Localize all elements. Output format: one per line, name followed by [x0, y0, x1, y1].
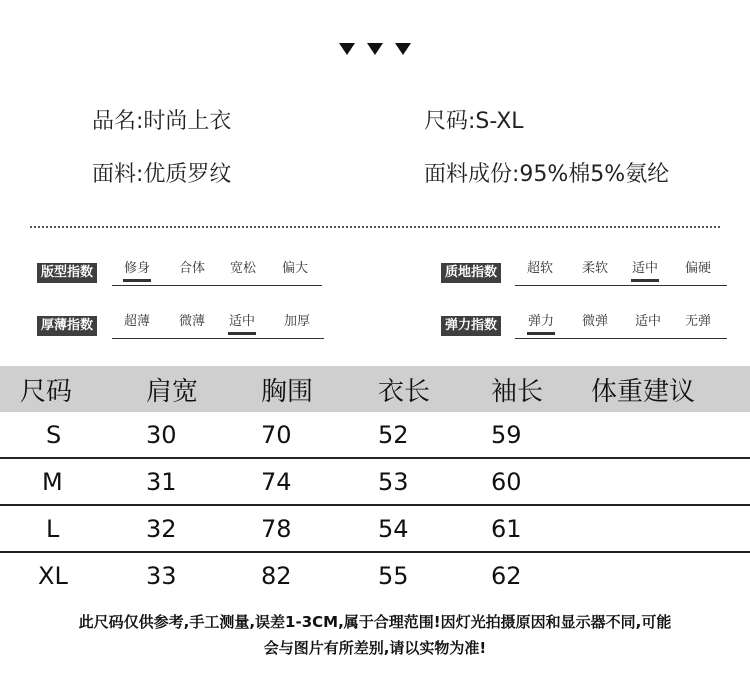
shoulder-cell: 33 [146, 561, 177, 590]
size-cell: S [0, 412, 146, 458]
shoulder-cell: 31 [146, 458, 261, 505]
header-sleeve: 袖长 [491, 366, 591, 412]
size-chart-table [0, 366, 750, 598]
texture-index-label: 质地指数 [441, 263, 501, 283]
header-weight: 体重建议 [591, 366, 750, 412]
fit-option: 修身 [124, 257, 150, 276]
down-arrow-icon [339, 43, 355, 55]
table-header-row [0, 366, 750, 412]
thickness-index-scale [112, 308, 324, 339]
table-row [0, 458, 750, 505]
sleeve-cell: 62 [491, 561, 522, 590]
disclaimer-line-1: 此尺码仅供参考,手工测量,误差1-3CM,属于合理范围!因灯光拍摄原因和显示器不同,可能 [78, 613, 672, 631]
elasticity-index-scale [515, 308, 727, 339]
fit-index-label: 版型指数 [37, 263, 97, 283]
shoulder-cell: 32 [146, 505, 261, 552]
decorative-arrows [0, 40, 750, 59]
fit-index-scale [112, 255, 322, 286]
texture-index-scale [515, 255, 727, 286]
down-arrow-icon [395, 43, 411, 55]
fit-option: 偏大 [282, 261, 309, 276]
length-cell: 53 [378, 458, 491, 505]
thickness-option: 适中 [229, 310, 255, 329]
elasticity-option: 弹力 [528, 310, 554, 329]
elasticity-option: 微弹 [582, 314, 609, 329]
elasticity-option: 无弹 [685, 314, 712, 329]
header-size: 尺码 [0, 366, 146, 412]
table-row [0, 505, 750, 552]
length-cell: 54 [378, 505, 491, 552]
size-cell: XL [38, 561, 68, 590]
header-shoulder: 肩宽 [146, 366, 261, 412]
weight-cell [591, 505, 750, 552]
sleeve-cell: 60 [491, 458, 591, 505]
texture-option: 偏硬 [685, 261, 712, 276]
size-cell: L [0, 505, 146, 552]
table-row [0, 552, 750, 598]
thickness-option: 加厚 [284, 314, 311, 329]
texture-option: 超软 [527, 261, 554, 276]
thickness-index-label: 厚薄指数 [37, 316, 97, 336]
size-cell: M [0, 458, 146, 505]
disclaimer-line-2: 会与图片有所差别,请以实物为准! [263, 639, 487, 657]
thickness-option: 超薄 [124, 314, 151, 329]
sleeve-cell: 61 [491, 505, 591, 552]
header-length: 衣长 [378, 366, 491, 412]
texture-option: 适中 [632, 257, 658, 276]
fit-option: 合体 [179, 261, 206, 276]
fabric: 面料:优质罗纹 [92, 162, 232, 187]
elasticity-option: 适中 [635, 314, 662, 329]
chest-cell: 70 [261, 412, 378, 458]
weight-cell [591, 412, 750, 458]
chest-cell: 82 [261, 561, 292, 590]
dotted-divider [30, 226, 720, 228]
length-cell: 55 [378, 561, 409, 590]
down-arrow-icon [367, 43, 383, 55]
composition: 面料成份:95%棉5%氨纶 [424, 162, 670, 187]
weight-cell [591, 552, 750, 598]
sleeve-cell: 59 [491, 412, 591, 458]
texture-option: 柔软 [582, 261, 609, 276]
length-cell: 52 [378, 412, 491, 458]
header-chest: 胸围 [261, 366, 378, 412]
product-name: 品名:时尚上衣 [92, 109, 232, 134]
weight-cell [591, 458, 750, 505]
shoulder-cell: 30 [146, 412, 261, 458]
thickness-option: 微薄 [179, 314, 206, 329]
elasticity-index-label: 弹力指数 [441, 316, 501, 336]
chest-cell: 74 [261, 458, 378, 505]
size-range: 尺码:S-XL [424, 109, 524, 134]
table-row [0, 412, 750, 458]
fit-option: 宽松 [230, 261, 257, 276]
chest-cell: 78 [261, 505, 378, 552]
